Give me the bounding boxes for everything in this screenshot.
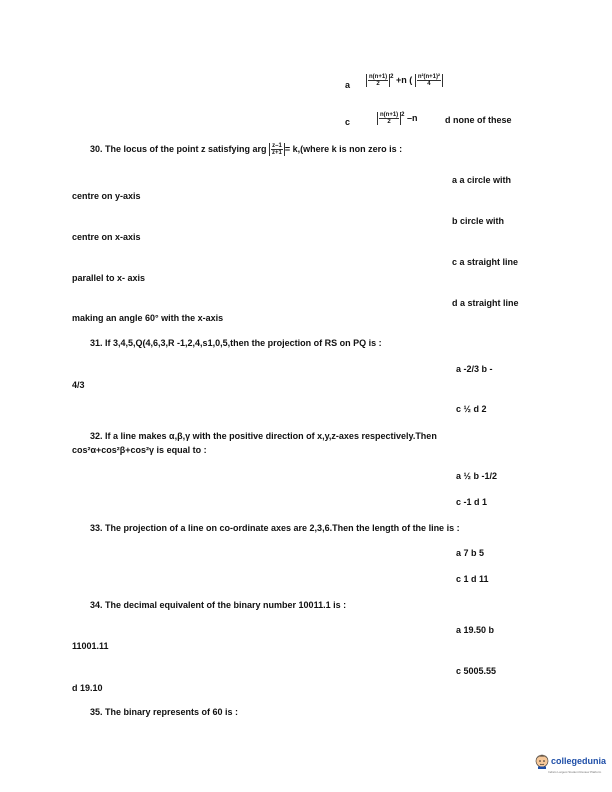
q30-option-b-tail: centre on x-axis: [72, 232, 141, 242]
q31-option-ab: a -2/3 b -: [456, 364, 493, 374]
q34-option-d: d 19.10: [72, 683, 103, 693]
q29-option-a-label: a: [345, 80, 351, 90]
q30-option-a-head: a a circle with: [452, 175, 512, 185]
q33-option-cd: c 1 d 11: [456, 574, 489, 584]
q30-option-c-head: c a straight line: [452, 257, 519, 267]
q30-option-d-tail: making an angle 60° with the x-axis: [72, 313, 224, 323]
q30-frac-den: z+1: [272, 150, 282, 156]
q31-option-b-tail: 4/3: [72, 380, 85, 390]
q32-option-cd: c -1 d 1: [456, 497, 488, 507]
mascot-face-icon: [535, 753, 549, 769]
q29-c-frac-num: n(n+1): [380, 112, 399, 119]
q30-stem-suffix: = k,(where k is non zero is :: [284, 143, 403, 154]
q31-stem: 31. If 3,4,5,Q(4,6,3,R -1,2,4,s1,0,5,then the projection of RS on PQ is :: [90, 338, 382, 348]
q29-c-exp: 2: [401, 112, 405, 118]
q29-option-c-math: [377, 110, 418, 125]
q29-c-tail: –n: [407, 113, 418, 123]
q29-a-mid: +n (: [396, 75, 413, 85]
q30-option-c-tail: parallel to x- axis: [72, 273, 146, 283]
q35-stem: 35. The binary represents of 60 is :: [90, 707, 239, 717]
q29-c-frac-den: 2: [387, 119, 391, 126]
q30-stem: [90, 143, 402, 156]
q29-a-frac2-num: n²(n+1)²: [417, 74, 440, 81]
q30-stem-prefix: 30. The locus of the point z satisfying arg: [90, 143, 267, 154]
q32-option-ab: a ½ b -1/2: [456, 471, 498, 481]
q32-stem-line2: cos²α+cos²β+cos²γ is equal to :: [72, 445, 207, 455]
q30-option-a-tail: centre on y-axis: [72, 191, 141, 201]
q29-a-frac2-den: 4: [427, 81, 431, 88]
q31-option-cd: c ½ d 2: [456, 404, 487, 414]
collegedunia-logo: [535, 753, 606, 769]
q29-a-frac1-num: n(n+1): [369, 74, 388, 81]
q34-option-c: c 5005.55: [456, 666, 497, 676]
logo-wordmark: collegedunia: [551, 756, 607, 766]
q29-a-exp: 2: [390, 74, 394, 80]
q29-option-a-math: [366, 72, 443, 87]
q34-stem: 34. The decimal equivalent of the binary number 10011.1 is :: [90, 600, 347, 610]
q33-option-ab: a 7 b 5: [456, 548, 485, 558]
q29-a-frac1-den: 2: [376, 81, 380, 88]
q30-option-d-head: d a straight line: [452, 298, 519, 308]
q29-option-d: d none of these: [445, 115, 512, 125]
q30-option-b-head: b circle with: [452, 216, 505, 226]
q29-option-c-label: c: [345, 117, 351, 127]
q33-stem: 33. The projection of a line on co-ordinate axes are 2,3,6.Then the length of the line is :: [90, 523, 460, 533]
q32-stem-line1: 32. If a line makes α,β,γ with the positive direction of x,y,z-axes respectively.Then: [90, 431, 437, 441]
q34-option-b-tail: 11001.11: [72, 641, 109, 651]
q30-frac-num: z–1: [272, 143, 282, 149]
q34-option-ab: a 19.50 b: [456, 625, 495, 635]
logo-tagline: India's Largest Student Review Platform: [548, 770, 602, 774]
